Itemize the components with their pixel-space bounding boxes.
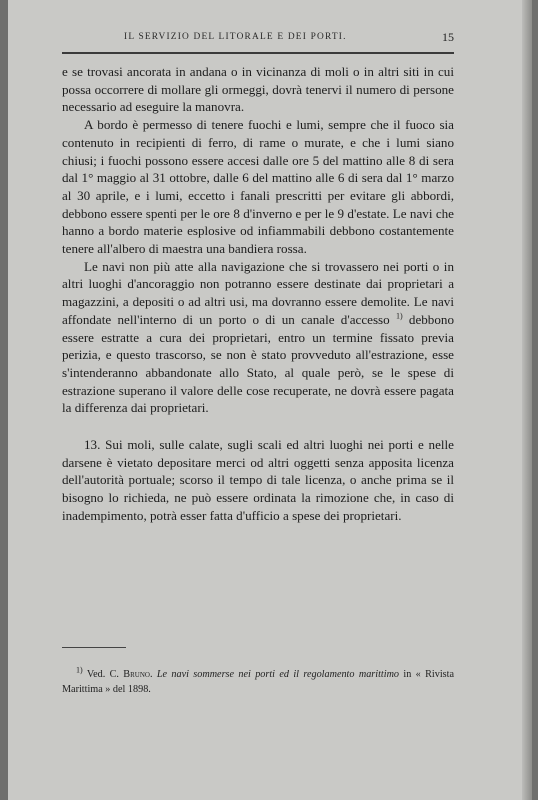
paragraph-text-part: debbono essere estratte a cura dei proprietari, entro un termine fissato previa perizia, e questo trascorso, se non è stato provveduto all'estrazione, esse s'intenderanno abbandonate allo Stato, al quale però, se le spese di estrazione superano il valore delle cose recuperate, ne dovrà essere pagata la differenza dai proprietari. <box>62 311 454 416</box>
footnote-tail: in « Rivista Marittima » del 1898. <box>62 669 454 695</box>
section-gap <box>62 417 454 436</box>
footnote-marker: 1) <box>76 665 83 675</box>
footnote-title: Le navi sommerse nei porti ed il regolamento marittimo <box>156 669 400 681</box>
footnote-lead: Ved. C. <box>82 669 124 681</box>
page-edge-shadow <box>522 0 532 800</box>
running-head <box>62 30 454 46</box>
running-title: IL SERVIZIO DEL LITORALE E DEI PORTI. <box>124 32 347 42</box>
paragraph-unseaworthy-ships <box>62 258 454 417</box>
paragraph-text-part: Le navi non più atte alla navigazione che si trovassero nei porti o in altri luoghi d'ancoraggio non potranno essere destinate dai proprietari a magazzini, a depositi o ad altri usi, ma dovranno essere demolite. Le navi affondate nell'interno di un porto o di un canale d'accesso <box>62 258 454 327</box>
page-number: 15 <box>442 30 454 44</box>
header-rule <box>62 52 454 54</box>
body-text <box>62 63 454 525</box>
footnote: $^{1)}$ Ved. C. Bruno. Le navi sommerse nei porti ed il regolamento marittimo in « Rivista Marittima » del 1898. <box>62 665 454 695</box>
footnote-reference: 1) <box>395 311 403 321</box>
paragraph-fires-and-lights: A bordo è permesso di tenere fuochi e lumi, sempre che il fuoco sia contenuto in recipienti di ferro, di rame o murate, e che i lumi siano chiusi; i fuochi possono essere accesi dalle ore 5 del mattino alle 8 di sera dal 1° maggio al 31 ottobre, dalle 6 del mattino alle 6 di sera dal 1° marzo al 30 aprile, e i lumi, eccetto i fanali prescritti per evitare gli abbordi, debbono essere spenti per le ore 8 d'inverno e per le 9 d'estate. Le navi che hanno a bordo materie esplosive od infiammabili debbono costantemente tenere all'albero di maestra una bandiera rossa. <box>62 117 454 257</box>
footnote-author: Bruno <box>123 669 150 681</box>
paragraph-section-13: 13. Sui moli, sulle calate, sugli scali ed altri luoghi nei porti e nelle darsene è vietato depositare merci od altri oggetti senza apposita licenza dell'autorità portuale; scorso il tempo di tale licenza, o anche prima se il bisogno lo richieda, ne può essere ordinata la rimozione che, in caso di inadempimento, potrà esser fatta d'ufficio a spese dei proprietari. <box>62 437 454 523</box>
footnote-rule <box>62 647 126 648</box>
paragraph-continued: e se trovasi ancorata in andana o in vicinanza di moli o in altri siti in cui possa occorrere di mollare gli ormeggi, dovrà tenervi il numero di persone necessario ad eseguire la manovra. <box>62 64 454 115</box>
